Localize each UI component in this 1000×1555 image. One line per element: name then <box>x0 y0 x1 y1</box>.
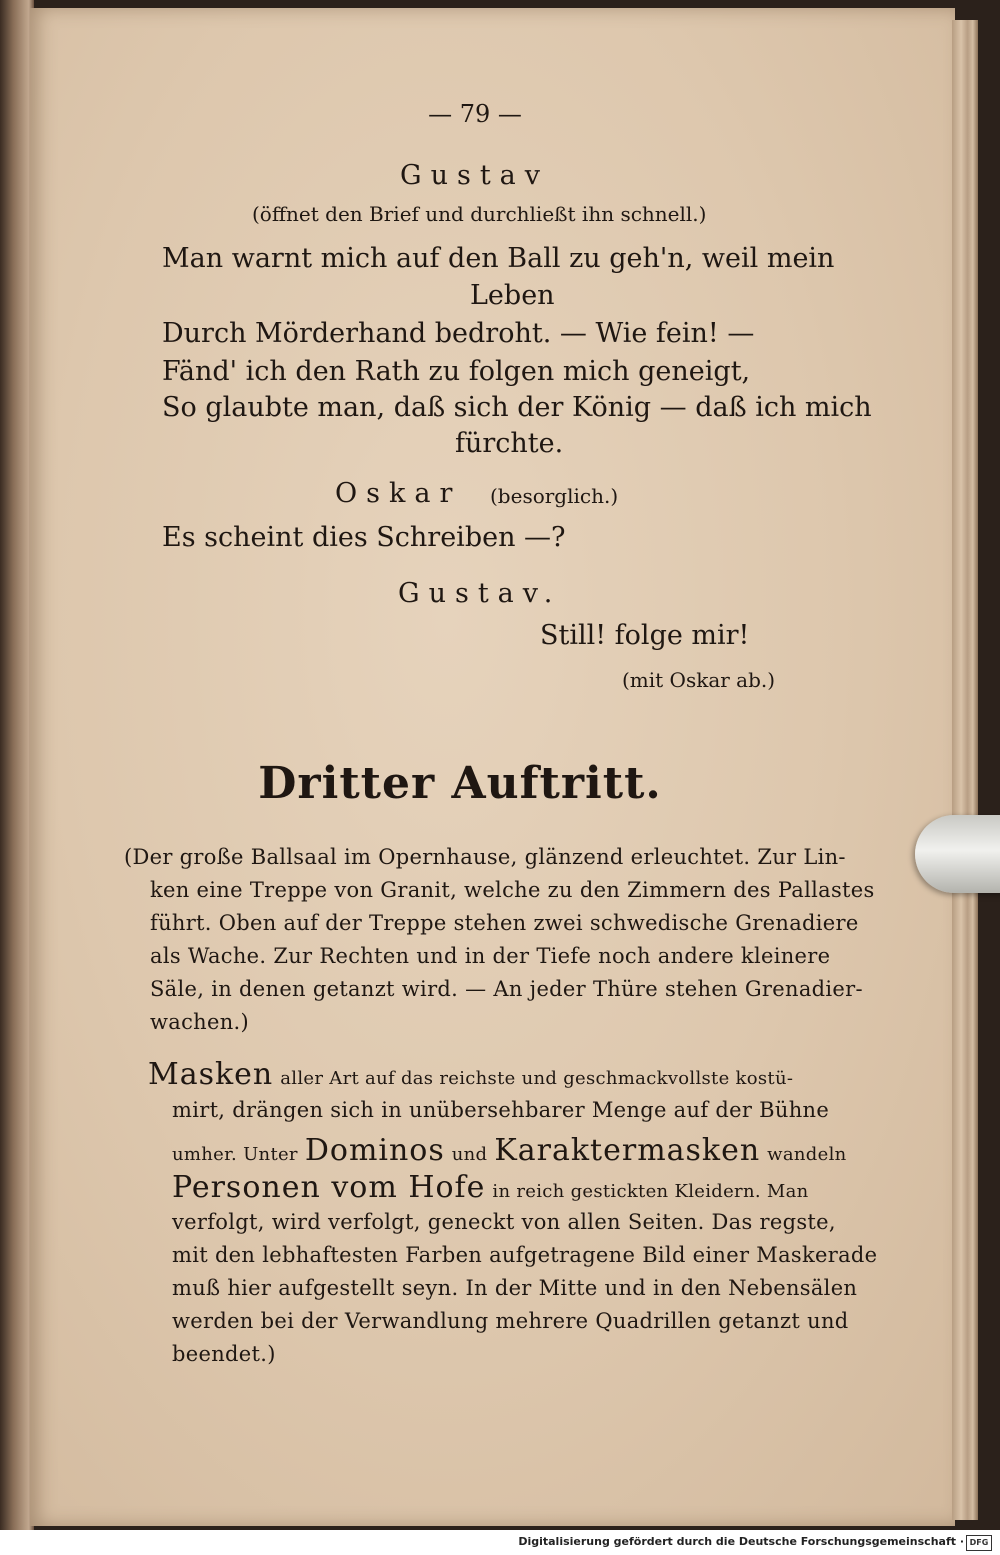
verse-line-continuation: Leben <box>470 280 555 311</box>
verse-line: Es scheint dies Schreiben —? <box>162 522 566 553</box>
masks-paragraph-line: beendet.) <box>172 1342 276 1366</box>
masks-paragraph-line: muß hier aufgestellt seyn. In der Mitte und in den Nebensälen <box>172 1276 858 1300</box>
text-span: in reich gestickten Kleidern. Man <box>492 1181 809 1202</box>
emphasis-personen-vom-hofe: Personen vom Hofe <box>172 1170 486 1205</box>
page-number: — 79 — <box>428 100 522 128</box>
stage-direction-line: führt. Oben auf der Treppe stehen zwei schwedische Grenadiere <box>150 911 859 935</box>
stage-direction-line: ken eine Treppe von Granit, welche zu den Zimmern des Pallastes <box>150 878 875 902</box>
stage-direction: (besorglich.) <box>490 484 619 508</box>
verse-line: Still! folge mir! <box>540 620 750 651</box>
page-clip <box>915 815 1000 893</box>
facing-page-edge <box>0 0 34 1530</box>
speaker-oskar: Oskar <box>335 478 462 509</box>
dfg-logo-icon: DFG <box>966 1535 992 1551</box>
stage-direction-exit: (mit Oskar ab.) <box>622 668 776 692</box>
text-span: aller Art auf das reichste und geschmackvollste kostü- <box>280 1068 794 1089</box>
text-span: und <box>451 1144 488 1165</box>
emphasis-karaktermasken: Karaktermasken <box>494 1133 761 1168</box>
masks-paragraph-line: werden bei der Verwandlung mehrere Quadrillen getanzt und <box>172 1309 849 1333</box>
scene-heading: Dritter Auftritt. <box>258 758 662 809</box>
stage-direction-line: Säle, in denen getanzt wird. — An jeder Thüre stehen Grenadier- <box>150 977 863 1001</box>
masks-paragraph-line <box>148 1057 793 1092</box>
emphasis-dominos: Dominos <box>304 1133 445 1168</box>
verse-line: Fänd' ich den Rath zu folgen mich geneigt, <box>162 356 751 387</box>
stage-direction-line: wachen.) <box>150 1010 250 1034</box>
lead-word-masken: Masken <box>148 1057 274 1092</box>
stage-direction-line: als Wache. Zur Rechten und in der Tiefe noch andere kleinere <box>150 944 831 968</box>
verse-line: So glaubte man, daß sich der König — daß ich mich <box>162 392 872 423</box>
stage-direction: (öffnet den Brief und durchließt ihn schnell.) <box>252 202 707 226</box>
speaker-gustav: Gustav <box>400 160 550 191</box>
verse-line: Man warnt mich auf den Ball zu geh'n, weil mein <box>162 243 835 274</box>
masks-paragraph-line <box>172 1133 847 1168</box>
speaker-gustav: Gustav. <box>398 578 562 609</box>
verse-line: Durch Mörderhand bedroht. — Wie fein! — <box>162 318 755 349</box>
funding-credit: Digitalisierung gefördert durch die Deutsche Forschungsgemeinschaft · <box>518 1535 964 1548</box>
masks-paragraph-line: mirt, drängen sich in unübersehbarer Menge auf der Bühne <box>172 1098 830 1122</box>
masks-paragraph-line <box>172 1170 809 1205</box>
text-span: umher. Unter <box>172 1144 298 1165</box>
verse-line-continuation: fürchte. <box>455 428 564 459</box>
page-stack-edge <box>952 20 978 1520</box>
masks-paragraph-line: mit den lebhaftesten Farben aufgetragene Bild einer Maskerade <box>172 1243 878 1267</box>
stage-direction-line: (Der große Ballsaal im Opernhause, glänzend erleuchtet. Zur Lin- <box>124 845 846 869</box>
masks-paragraph-line: verfolgt, wird verfolgt, geneckt von allen Seiten. Das regste, <box>172 1210 836 1234</box>
text-span: wandeln <box>767 1144 847 1165</box>
